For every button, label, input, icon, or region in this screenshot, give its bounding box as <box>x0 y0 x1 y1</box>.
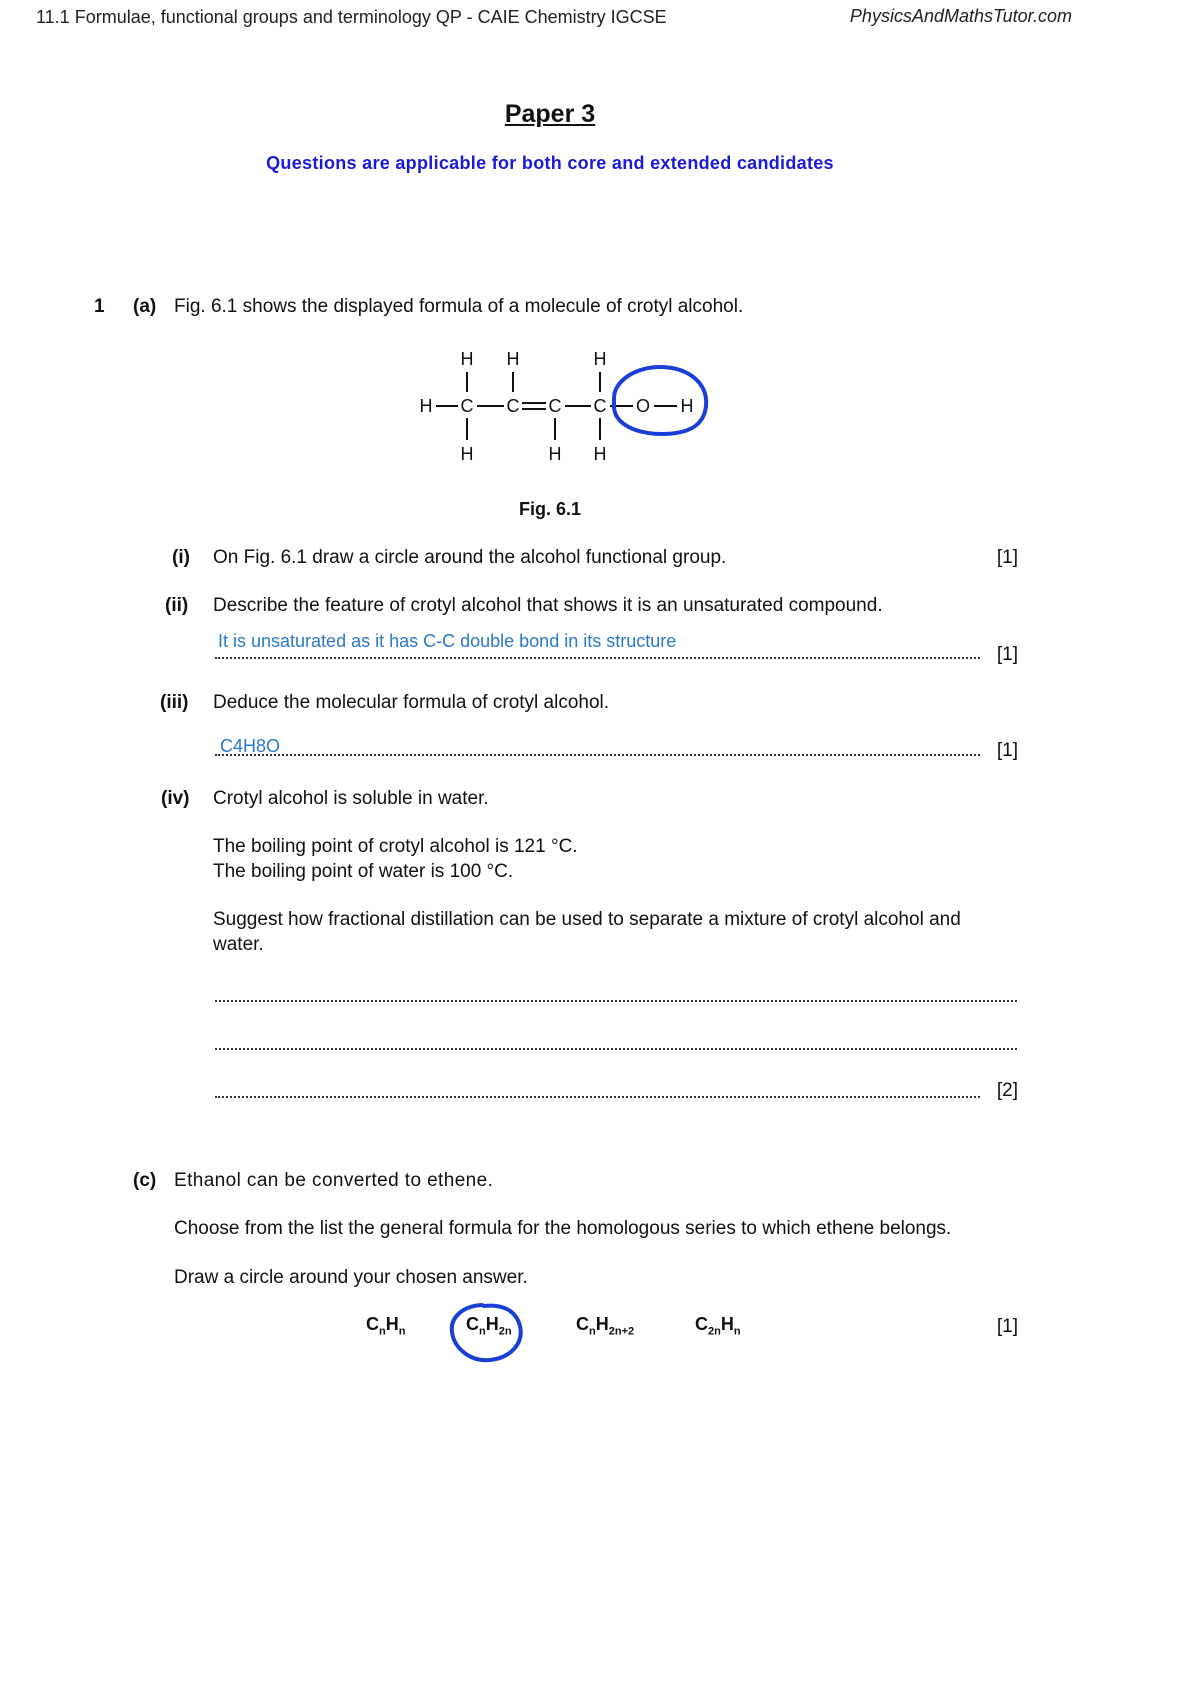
answer-circle-chosen-formula <box>444 1296 534 1368</box>
part-iv-question-cont: water. <box>213 934 264 955</box>
answer-line[interactable] <box>215 1096 980 1098</box>
answer-line[interactable] <box>215 1000 1017 1002</box>
part-c-mark: [1] <box>996 1316 1018 1337</box>
part-ii-mark: [1] <box>996 644 1018 665</box>
formula-option-cnh2n2[interactable]: $C_nH_{2n+2}$ <box>576 1314 635 1338</box>
part-a-label: (a) <box>133 296 157 317</box>
atom-c: C <box>460 396 474 416</box>
part-iii-label: (iii) <box>160 692 189 713</box>
atom-c: C <box>593 396 607 416</box>
atom-h: H <box>460 349 474 369</box>
atom-c: C <box>548 396 562 416</box>
formula-option-cnh2n[interactable]: $C_nH_{2n}$ <box>466 1314 512 1338</box>
page-subtitle: Questions are applicable for both core and extended candidates <box>266 153 834 173</box>
part-iv-question: Suggest how fractional distillation can be used to separate a mixture of crotyl alcohol and <box>213 909 961 930</box>
atom-c: C <box>506 396 520 416</box>
crotyl-alcohol-structure <box>400 340 720 470</box>
figure-caption: Fig. 6.1 <box>518 499 581 519</box>
part-iii-answer[interactable]: C4H8O <box>220 736 281 756</box>
part-iv-mark: [2] <box>996 1080 1018 1101</box>
part-c-instruction: Draw a circle around your chosen answer. <box>174 1267 528 1288</box>
part-iii-text: Deduce the molecular formula of crotyl alcohol. <box>213 692 610 713</box>
question-number: 1 <box>94 296 105 317</box>
answer-line[interactable] <box>215 1048 1017 1050</box>
part-i-text: On Fig. 6.1 draw a circle around the alcohol functional group. <box>213 547 727 568</box>
part-ii-text: Describe the feature of crotyl alcohol that shows it is an unsaturated compound. <box>213 595 883 616</box>
part-i-label: (i) <box>172 547 190 568</box>
atom-h: H <box>460 444 474 464</box>
formula-option-cnhn[interactable]: $C_nH_n$ <box>366 1314 406 1338</box>
atom-h: H <box>593 349 607 369</box>
answer-line <box>215 754 980 756</box>
atom-h: H <box>548 444 562 464</box>
part-a-text: Fig. 6.1 shows the displayed formula of a molecule of crotyl alcohol. <box>174 296 744 317</box>
atom-h: H <box>419 396 433 416</box>
atom-h: H <box>680 396 694 416</box>
part-i-mark: [1] <box>996 547 1018 568</box>
atom-h: H <box>506 349 520 369</box>
part-iv-text: Crotyl alcohol is soluble in water. <box>213 788 489 809</box>
boiling-point-crotyl: The boiling point of crotyl alcohol is 121 °C. <box>213 836 578 857</box>
formula-option-c2nhn[interactable]: $C_{2n}H_n$ <box>695 1314 741 1338</box>
answer-line <box>215 657 980 659</box>
atom-o: O <box>635 396 651 416</box>
boiling-point-water: The boiling point of water is 100 °C. <box>213 861 514 882</box>
part-ii-label: (ii) <box>165 595 189 616</box>
part-ii-answer[interactable]: It is unsaturated as it has C-C double bond in its structure <box>218 631 677 651</box>
part-c-text: Ethanol can be converted to ethene. <box>174 1170 494 1191</box>
document-header-title: 11.1 Formulae, functional groups and terminology QP - CAIE Chemistry IGCSE <box>36 7 667 27</box>
part-iv-label: (iv) <box>161 788 190 809</box>
part-c-label: (c) <box>133 1170 157 1191</box>
part-c-question: Choose from the list the general formula for the homologous series to which ethene belongs. <box>174 1218 952 1239</box>
document-header-site: PhysicsAndMathsTutor.com <box>849 6 1072 26</box>
atom-h: H <box>593 444 607 464</box>
page-title: Paper 3 <box>504 100 596 128</box>
part-iii-mark: [1] <box>996 740 1018 761</box>
